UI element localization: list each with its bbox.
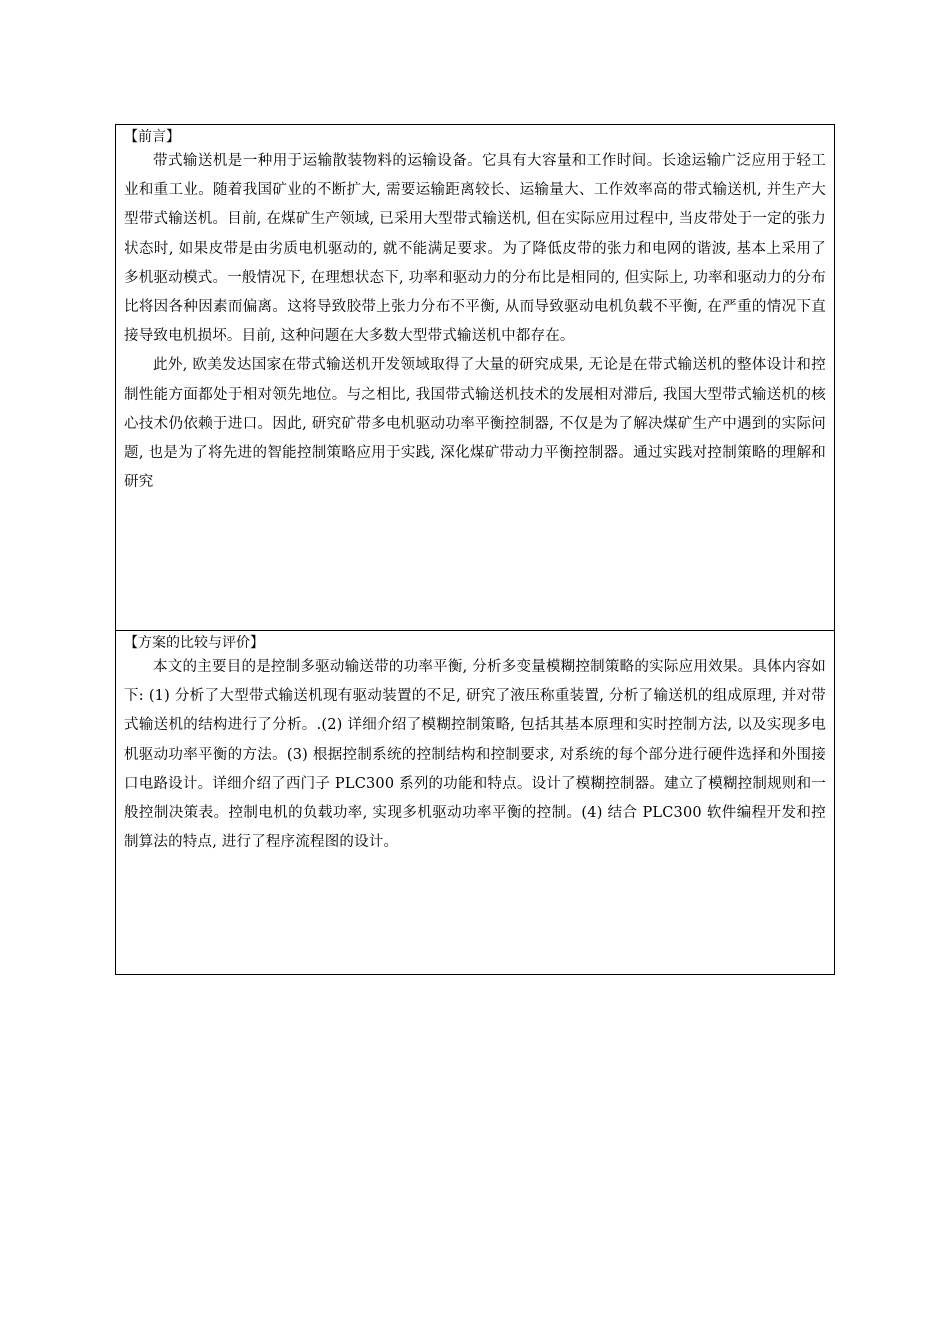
preface-paragraph-2: 此外, 欧美发达国家在带式输送机开发领域取得了大量的研究成果, 无论是在带式输送机的整体设计和控制性能方面都处于相对领先地位。与之相比, 我国带式输送机技术的发展相对滞后, 我国大型带式输送机的核心技术仍依赖于进口。因此, 研究矿带多电机驱动功率平衡控制器, 不仅是为了解决煤矿生产中遇到的实际问题, 也是为了将先进的智能控制策略应用于实践, 深化煤矿带动力平衡控制器。通过实践对控制策略的理解和研究: [124, 357, 826, 491]
preface-section: [116, 125, 834, 630]
preface-paragraph-1: 带式输送机是一种用于运输散装物料的运输设备。它具有大容量和工作时间。长途运输广泛应用于轻工业和重工业。随着我国矿业的不断扩大, 需要运输距离较长、运输量大、工作效率高的带式输送机, 并生产大型带式输送机。目前, 在煤矿生产领域, 已采用大型带式输送机, 但在实际应用过程中, 当皮带处于一定的张力状态时, 如果皮带是由劣质电机驱动的, 就不能满足要求。为了降低皮带的张力和电网的谐波, 基本上采用了多机驱动模式。一般情况下, 在理想状态下, 功率和驱动力的分布比是相同的, 但实际上, 功率和驱动力的分布比将因各种因素而偏离。这将导致胶带上张力分布不平衡, 从而导致驱动电机负载不平衡, 在严重的情况下直接导致电机损坏。目前, 这种问题在大多数大型带式输送机中都存在。: [124, 153, 827, 345]
comparison-section: [116, 630, 834, 974]
comparison-heading: 【方案的比较与评价】: [124, 635, 264, 651]
comparison-paragraph-1: 本文的主要目的是控制多驱动输送带的功率平衡, 分析多变量模糊控制策略的实际应用效果。具体内容如下: (1) 分析了大型带式输送机现有驱动装置的不足, 研究了液压称重装置, 分析了输送机的组成原理, 并对带式输送机的结构进行了分析。.(2) 详细介绍了模糊控制策略, 包括其基本原理和实时控制方法, 以及实现多电机驱动功率平衡的方法。(3) 根据控制系统的控制结构和控制要求, 对系统的每个部分进行硬件选择和外围接口电路设计。详细介绍了西门子 PLC300 系列的功能和特点。设计了模糊控制器。建立了模糊控制规则和一般控制决策表。控制电机的负载功率, 实现多机驱动功率平衡的控制。(4) 结合 PLC300 软件编程开发和控制算法的特点, 进行了程序流程图的设计。: [124, 659, 826, 851]
document-table: [115, 124, 835, 975]
preface-heading: 【前言】: [124, 129, 180, 145]
